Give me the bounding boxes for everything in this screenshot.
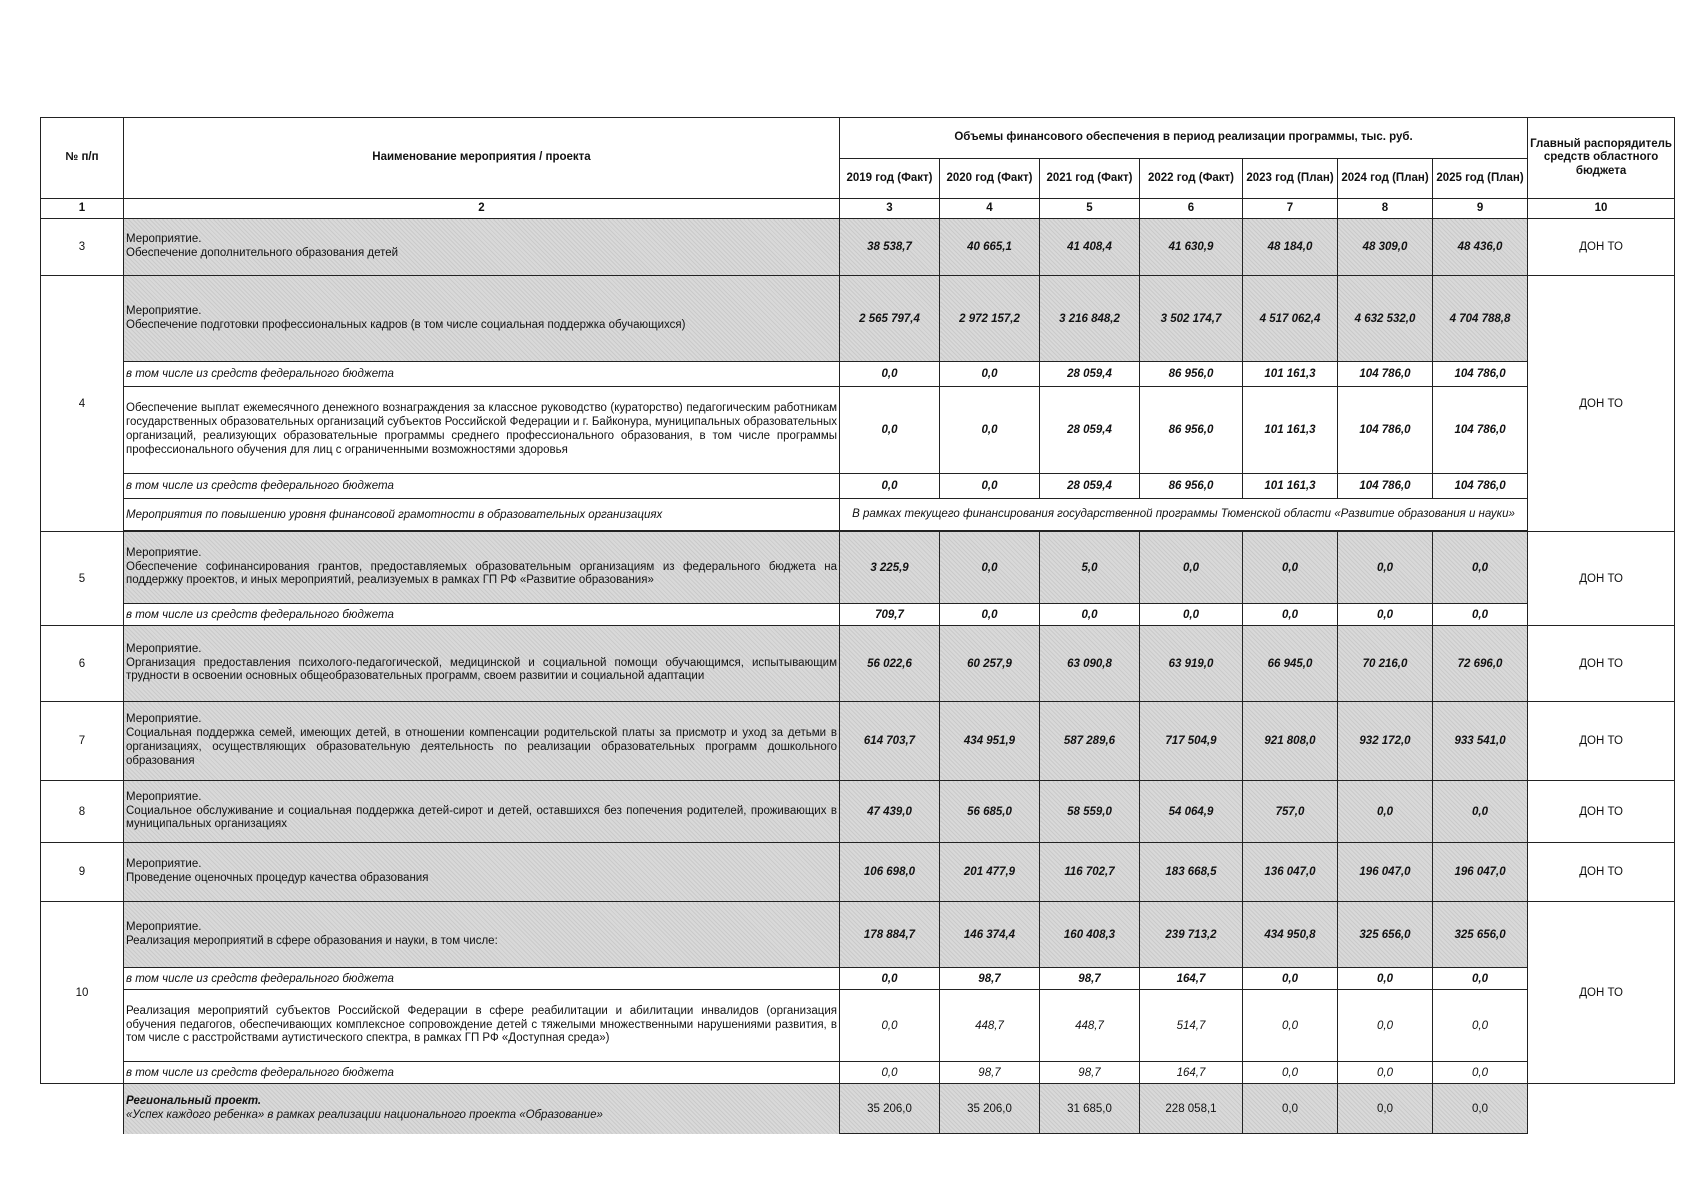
value-cell: 48 184,0 bbox=[1243, 219, 1338, 276]
value-cell: 434 951,9 bbox=[940, 702, 1040, 781]
value-cell: 63 090,8 bbox=[1040, 626, 1140, 702]
table-row bbox=[41, 499, 1675, 531]
row-number: 5 bbox=[41, 532, 124, 626]
value-cell: 0,0 bbox=[1433, 781, 1528, 843]
value-cell: 146 374,4 bbox=[940, 902, 1040, 968]
value-cell: 106 698,0 bbox=[840, 843, 940, 902]
value-cell: 0,0 bbox=[940, 604, 1040, 626]
index-cell: 6 bbox=[1140, 199, 1243, 219]
table-row bbox=[41, 626, 1675, 702]
federal-label: в том числе из средств федерального бюджета bbox=[124, 968, 840, 990]
measure-name: Мероприятие. Социальная поддержка семей, имеющих детей, в отношении компенсации родительской платы за присмотр и уход за детьми в организациях, осуществляющих образовательную деятельность по реализации образовательных программ дошкольного образования bbox=[124, 702, 840, 781]
header-year: 2024 год (План) bbox=[1338, 159, 1433, 199]
value-cell: 98,7 bbox=[1040, 968, 1140, 990]
table-row bbox=[41, 902, 1675, 968]
index-cell: 5 bbox=[1040, 199, 1140, 219]
header-year: 2025 год (План) bbox=[1433, 159, 1528, 199]
value-cell: 0,0 bbox=[840, 387, 940, 474]
value-cell: 0,0 bbox=[1338, 990, 1433, 1062]
table-row bbox=[41, 219, 1675, 276]
index-cell: 9 bbox=[1433, 199, 1528, 219]
federal-label: в том числе из средств федерального бюджета bbox=[124, 1062, 840, 1084]
value-cell: 0,0 bbox=[840, 1062, 940, 1084]
value-cell: 196 047,0 bbox=[1433, 843, 1528, 902]
row-number: 9 bbox=[41, 843, 124, 902]
index-cell: 3 bbox=[840, 199, 940, 219]
value-cell: 0,0 bbox=[940, 387, 1040, 474]
value-cell: 116 702,7 bbox=[1040, 843, 1140, 902]
value-cell: 921 808,0 bbox=[1243, 702, 1338, 781]
table-row bbox=[41, 781, 1675, 843]
value-cell: 178 884,7 bbox=[840, 902, 940, 968]
value-cell: 28 059,4 bbox=[1040, 474, 1140, 499]
manager-cell: ДОН ТО bbox=[1528, 276, 1675, 532]
header-manager: Главный распорядитель средств областного бюджета bbox=[1528, 118, 1675, 199]
value-cell: 0,0 bbox=[1243, 604, 1338, 626]
value-cell: 0,0 bbox=[1243, 1084, 1338, 1134]
table-row bbox=[41, 990, 1675, 1062]
value-cell: 0,0 bbox=[840, 474, 940, 499]
index-cell: 4 bbox=[940, 199, 1040, 219]
value-cell: 58 559,0 bbox=[1040, 781, 1140, 843]
value-cell: 717 504,9 bbox=[1140, 702, 1243, 781]
value-cell: 0,0 bbox=[1433, 968, 1528, 990]
table-row bbox=[41, 362, 1675, 387]
submeasure-name: Обеспечение выплат ежемесячного денежного вознаграждения за классное руководство (кураторство) педагогическим работникам государственных образовательных организаций субъектов Российской Федерации и г. Байконура, муниципальных образовательных организаций, реализующих образовательные программы среднего профессионального образования, в том числе программы профессионального обучения для лиц с ограниченными возможностями здоровья bbox=[124, 387, 840, 474]
value-cell: 196 047,0 bbox=[1338, 843, 1433, 902]
value-cell: 0,0 bbox=[1433, 1084, 1528, 1134]
value-cell: 41 630,9 bbox=[1140, 219, 1243, 276]
table-row bbox=[41, 474, 1675, 499]
value-cell: 56 685,0 bbox=[940, 781, 1040, 843]
value-cell: 164,7 bbox=[1140, 968, 1243, 990]
table-row bbox=[41, 604, 1675, 626]
value-cell: 0,0 bbox=[1140, 532, 1243, 604]
table-row bbox=[41, 1084, 1675, 1134]
measure-name: Мероприятие. Реализация мероприятий в сфере образования и науки, в том числе: bbox=[124, 902, 840, 968]
header-name: Наименование мероприятия / проекта bbox=[124, 118, 840, 199]
table-row bbox=[41, 276, 1675, 362]
value-cell: 40 665,1 bbox=[940, 219, 1040, 276]
value-cell: 101 161,3 bbox=[1243, 387, 1338, 474]
value-cell: 0,0 bbox=[1338, 604, 1433, 626]
value-cell: 28 059,4 bbox=[1040, 387, 1140, 474]
financing-note: В рамках текущего финансирования государственной программы Тюменской области «Развитие образования и науки» bbox=[840, 499, 1528, 531]
value-cell: 228 058,1 bbox=[1140, 1084, 1243, 1134]
value-cell: 104 786,0 bbox=[1338, 474, 1433, 499]
value-cell: 0,0 bbox=[1040, 604, 1140, 626]
value-cell: 3 225,9 bbox=[840, 532, 940, 604]
row-number: 6 bbox=[41, 626, 124, 702]
value-cell: 709,7 bbox=[840, 604, 940, 626]
value-cell: 614 703,7 bbox=[840, 702, 940, 781]
value-cell: 31 685,0 bbox=[1040, 1084, 1140, 1134]
value-cell: 757,0 bbox=[1243, 781, 1338, 843]
value-cell: 0,0 bbox=[1433, 604, 1528, 626]
manager-cell: ДОН ТО bbox=[1528, 702, 1675, 781]
value-cell: 0,0 bbox=[1243, 968, 1338, 990]
row-number: 3 bbox=[41, 219, 124, 276]
value-cell: 104 786,0 bbox=[1433, 362, 1528, 387]
value-cell: 28 059,4 bbox=[1040, 362, 1140, 387]
value-cell: 183 668,5 bbox=[1140, 843, 1243, 902]
value-cell: 0,0 bbox=[1243, 532, 1338, 604]
value-cell: 0,0 bbox=[940, 474, 1040, 499]
submeasure-name: Реализация мероприятий субъектов Российской Федерации в сфере реабилитации и абилитации инвалидов (организация обучения педагогов, обеспечивающих комплексное сопровождение детей с тяжелыми множественными нарушениями развития, в том числе с расстройствами аутистического спектра, в рамках ГП РФ «Доступная среда») bbox=[124, 990, 840, 1062]
value-cell: 3 502 174,7 bbox=[1140, 276, 1243, 362]
value-cell: 448,7 bbox=[1040, 990, 1140, 1062]
value-cell: 325 656,0 bbox=[1433, 902, 1528, 968]
federal-label: в том числе из средств федерального бюджета bbox=[124, 362, 840, 387]
measure-name: Мероприятие. Социальное обслуживание и социальная поддержка детей-сирот и детей, оставшихся без попечения родителей, проживающих в муниципальных организациях bbox=[124, 781, 840, 843]
header-year: 2021 год (Факт) bbox=[1040, 159, 1140, 199]
table-row bbox=[41, 532, 1675, 604]
value-cell: 72 696,0 bbox=[1433, 626, 1528, 702]
value-cell: 0,0 bbox=[1433, 990, 1528, 1062]
manager-cell: ДОН ТО bbox=[1528, 781, 1675, 843]
value-cell: 932 172,0 bbox=[1338, 702, 1433, 781]
header-year: 2022 год (Факт) bbox=[1140, 159, 1243, 199]
value-cell: 0,0 bbox=[1338, 968, 1433, 990]
index-cell: 7 bbox=[1243, 199, 1338, 219]
regional-project-name: Региональный проект. «Успех каждого ребенка» в рамках реализации национального проекта «Образование» bbox=[124, 1084, 840, 1134]
value-cell: 47 439,0 bbox=[840, 781, 940, 843]
value-cell: 86 956,0 bbox=[1140, 362, 1243, 387]
row-number: 8 bbox=[41, 781, 124, 843]
value-cell: 0,0 bbox=[840, 990, 940, 1062]
row-number: 7 bbox=[41, 702, 124, 781]
table-row bbox=[41, 843, 1675, 902]
value-cell: 587 289,6 bbox=[1040, 702, 1140, 781]
row-number: 4 bbox=[41, 276, 124, 532]
header-year: 2023 год (План) bbox=[1243, 159, 1338, 199]
value-cell: 101 161,3 bbox=[1243, 362, 1338, 387]
value-cell: 48 436,0 bbox=[1433, 219, 1528, 276]
value-cell: 164,7 bbox=[1140, 1062, 1243, 1084]
value-cell: 0,0 bbox=[940, 532, 1040, 604]
value-cell: 98,7 bbox=[1040, 1062, 1140, 1084]
value-cell: 0,0 bbox=[840, 968, 940, 990]
manager-cell-empty bbox=[1528, 1084, 1675, 1134]
value-cell: 3 216 848,2 bbox=[1040, 276, 1140, 362]
manager-cell: ДОН ТО bbox=[1528, 532, 1675, 626]
value-cell: 4 517 062,4 bbox=[1243, 276, 1338, 362]
value-cell: 0,0 bbox=[1140, 604, 1243, 626]
value-cell: 239 713,2 bbox=[1140, 902, 1243, 968]
index-cell: 8 bbox=[1338, 199, 1433, 219]
value-cell: 0,0 bbox=[1243, 990, 1338, 1062]
value-cell: 2 972 157,2 bbox=[940, 276, 1040, 362]
value-cell: 54 064,9 bbox=[1140, 781, 1243, 843]
value-cell: 160 408,3 bbox=[1040, 902, 1140, 968]
value-cell: 4 632 532,0 bbox=[1338, 276, 1433, 362]
value-cell: 136 047,0 bbox=[1243, 843, 1338, 902]
index-cell: 10 bbox=[1528, 199, 1675, 219]
header-volumes: Объемы финансового обеспечения в период реализации программы, тыс. руб. bbox=[840, 118, 1528, 159]
row-number: 10 bbox=[41, 902, 124, 1084]
value-cell: 0,0 bbox=[1338, 1062, 1433, 1084]
value-cell: 104 786,0 bbox=[1338, 387, 1433, 474]
value-cell: 35 206,0 bbox=[840, 1084, 940, 1134]
value-cell: 0,0 bbox=[940, 362, 1040, 387]
value-cell: 86 956,0 bbox=[1140, 387, 1243, 474]
financial-literacy-name: Мероприятия по повышению уровня финансовой грамотности в образовательных организациях bbox=[124, 499, 840, 531]
value-cell: 514,7 bbox=[1140, 990, 1243, 1062]
value-cell: 98,7 bbox=[940, 968, 1040, 990]
measure-name: Мероприятие. Организация предоставления психолого-педагогической, медицинской и социальной помощи обучающимся, испытывающим трудности в освоении основных общеобразовательных программ, своем развитии и социальной адаптации bbox=[124, 626, 840, 702]
table-row bbox=[41, 702, 1675, 781]
value-cell: 104 786,0 bbox=[1338, 362, 1433, 387]
value-cell: 933 541,0 bbox=[1433, 702, 1528, 781]
value-cell: 201 477,9 bbox=[940, 843, 1040, 902]
value-cell: 0,0 bbox=[1338, 781, 1433, 843]
measure-name: Мероприятие. Обеспечение софинансирования грантов, предоставляемых образовательным организациям из федерального бюджета на поддержку проектов, и иных мероприятий, реализуемых в рамках ГП РФ «Развитие образования» bbox=[124, 532, 840, 604]
measure-name: Мероприятие. Проведение оценочных процедур качества образования bbox=[124, 843, 840, 902]
value-cell: 104 786,0 bbox=[1433, 474, 1528, 499]
header-no: № п/п bbox=[41, 118, 124, 199]
value-cell: 434 950,8 bbox=[1243, 902, 1338, 968]
value-cell: 0,0 bbox=[1433, 532, 1528, 604]
value-cell: 0,0 bbox=[1338, 1084, 1433, 1134]
value-cell: 48 309,0 bbox=[1338, 219, 1433, 276]
value-cell: 2 565 797,4 bbox=[840, 276, 940, 362]
value-cell: 70 216,0 bbox=[1338, 626, 1433, 702]
federal-label: в том числе из средств федерального бюджета bbox=[124, 604, 840, 626]
value-cell: 0,0 bbox=[1243, 1062, 1338, 1084]
value-cell: 325 656,0 bbox=[1338, 902, 1433, 968]
manager-cell: ДОН ТО bbox=[1528, 902, 1675, 1084]
value-cell: 60 257,9 bbox=[940, 626, 1040, 702]
value-cell: 86 956,0 bbox=[1140, 474, 1243, 499]
table-row bbox=[41, 387, 1675, 474]
value-cell: 104 786,0 bbox=[1433, 387, 1528, 474]
table-row bbox=[41, 1062, 1675, 1084]
financing-table bbox=[40, 117, 1675, 1134]
federal-label: в том числе из средств федерального бюджета bbox=[124, 474, 840, 499]
index-cell: 1 bbox=[41, 199, 124, 219]
measure-name: Мероприятие. Обеспечение дополнительного образования детей bbox=[124, 219, 840, 276]
value-cell: 66 945,0 bbox=[1243, 626, 1338, 702]
value-cell: 448,7 bbox=[940, 990, 1040, 1062]
manager-cell: ДОН ТО bbox=[1528, 626, 1675, 702]
value-cell: 0,0 bbox=[840, 362, 940, 387]
manager-cell: ДОН ТО bbox=[1528, 219, 1675, 276]
value-cell: 5,0 bbox=[1040, 532, 1140, 604]
index-cell: 2 bbox=[124, 199, 840, 219]
header-year: 2019 год (Факт) bbox=[840, 159, 940, 199]
table-row bbox=[41, 968, 1675, 990]
value-cell: 101 161,3 bbox=[1243, 474, 1338, 499]
value-cell: 4 704 788,8 bbox=[1433, 276, 1528, 362]
value-cell: 41 408,4 bbox=[1040, 219, 1140, 276]
measure-name: Мероприятие. Обеспечение подготовки профессиональных кадров (в том числе социальная поддержка обучающихся) bbox=[124, 276, 840, 362]
value-cell: 0,0 bbox=[1338, 532, 1433, 604]
value-cell: 63 919,0 bbox=[1140, 626, 1243, 702]
value-cell: 38 538,7 bbox=[840, 219, 940, 276]
value-cell: 0,0 bbox=[1433, 1062, 1528, 1084]
row-number-empty bbox=[41, 1084, 124, 1134]
manager-cell: ДОН ТО bbox=[1528, 843, 1675, 902]
value-cell: 56 022,6 bbox=[840, 626, 940, 702]
value-cell: 98,7 bbox=[940, 1062, 1040, 1084]
header-year: 2020 год (Факт) bbox=[940, 159, 1040, 199]
value-cell: 35 206,0 bbox=[940, 1084, 1040, 1134]
